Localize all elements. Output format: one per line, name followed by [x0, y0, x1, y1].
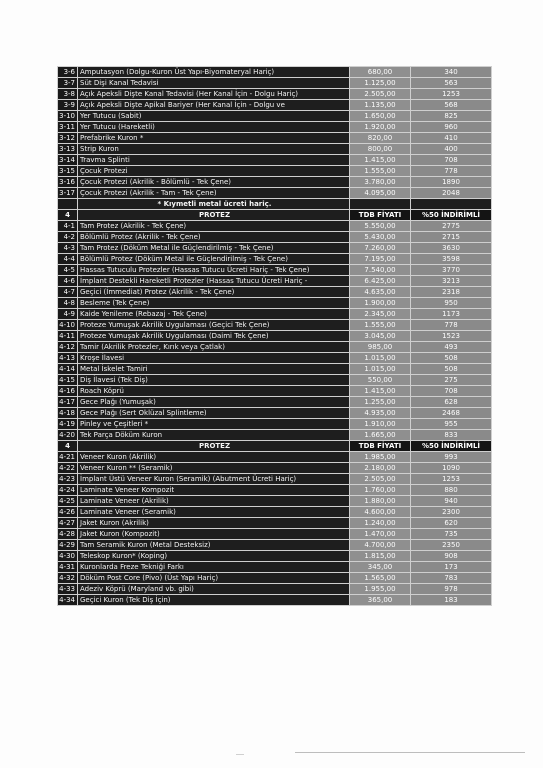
code-cell: 4-30 — [58, 551, 78, 562]
price-cell: 7.260,00 — [350, 243, 411, 254]
table-row — [58, 573, 492, 584]
price-cell: 3.780,00 — [350, 177, 411, 188]
price-cell: 1.125,00 — [350, 78, 411, 89]
discount-cell: 183 — [411, 595, 492, 606]
description-cell: Tam Seramik Kuron (Metal Desteksiz) — [78, 540, 350, 551]
discount-cell: 778 — [411, 166, 492, 177]
description-cell: Çocuk Protezi (Akrilik - Bölümlü - Tek Çene) — [78, 177, 350, 188]
discount-cell: 410 — [411, 133, 492, 144]
description-cell: Besleme (Tek Çene) — [78, 298, 350, 309]
table-row — [58, 67, 492, 78]
code-cell: 4-21 — [58, 452, 78, 463]
code-cell: 4-14 — [58, 364, 78, 375]
discount-cell: 1253 — [411, 474, 492, 485]
price-cell: 1.565,00 — [350, 573, 411, 584]
code-cell: 4-8 — [58, 298, 78, 309]
description-cell: Teleskop Kuron* (Koping) — [78, 551, 350, 562]
description-cell: Laminate Veneer (Seramik) — [78, 507, 350, 518]
code-cell: 3-12 — [58, 133, 78, 144]
description-cell: İmplant Üstü Veneer Kuron (Seramik) (Abutment Ücreti Hariç) — [78, 474, 350, 485]
description-cell: Laminate Veneer Kompozit — [78, 485, 350, 496]
table-row — [58, 298, 492, 309]
description-cell: Travma Splinti — [78, 155, 350, 166]
table-row — [58, 485, 492, 496]
price-cell: 1.900,00 — [350, 298, 411, 309]
price-cell: 1.955,00 — [350, 584, 411, 595]
discount-cell: 708 — [411, 155, 492, 166]
discount-cell: 993 — [411, 452, 492, 463]
code-cell: 4 — [58, 441, 78, 452]
price-cell: 3.045,00 — [350, 331, 411, 342]
description-cell: Veneer Kuron (Akrilik) — [78, 452, 350, 463]
table-row — [58, 122, 492, 133]
table-row — [58, 177, 492, 188]
discount-cell: 508 — [411, 353, 492, 364]
code-cell: 4-11 — [58, 331, 78, 342]
table-row — [58, 562, 492, 573]
description-cell: Pinley ve Çeşitleri * — [78, 419, 350, 430]
discount-cell: 3213 — [411, 276, 492, 287]
code-cell: 3-16 — [58, 177, 78, 188]
discount-cell: 3598 — [411, 254, 492, 265]
table-row — [58, 287, 492, 298]
table-row — [58, 276, 492, 287]
price-cell: 1.470,00 — [350, 529, 411, 540]
price-cell: 365,00 — [350, 595, 411, 606]
code-cell: 4-24 — [58, 485, 78, 496]
price-cell: 1.555,00 — [350, 320, 411, 331]
price-table — [57, 66, 492, 606]
discount-cell: 960 — [411, 122, 492, 133]
price-cell: 1.815,00 — [350, 551, 411, 562]
discount-cell: 825 — [411, 111, 492, 122]
code-cell — [58, 199, 78, 210]
section-header-row — [58, 210, 492, 221]
discount-cell: 2468 — [411, 408, 492, 419]
discount-cell: 2715 — [411, 232, 492, 243]
code-cell: 4 — [58, 210, 78, 221]
note-row — [58, 199, 492, 210]
discount-cell: 2775 — [411, 221, 492, 232]
description-cell: Strip Kuron — [78, 144, 350, 155]
table-row — [58, 254, 492, 265]
code-cell: 4-3 — [58, 243, 78, 254]
price-cell: 1.650,00 — [350, 111, 411, 122]
price-cell: TDB FİYATI — [350, 210, 411, 221]
description-cell: * Kıymetli metal ücreti hariç. — [78, 199, 350, 210]
description-cell: Metal İskelet Tamiri — [78, 364, 350, 375]
discount-cell: 1253 — [411, 89, 492, 100]
price-cell: 1.255,00 — [350, 397, 411, 408]
price-cell: 1.920,00 — [350, 122, 411, 133]
code-cell: 4-22 — [58, 463, 78, 474]
code-cell: 4-12 — [58, 342, 78, 353]
table-row — [58, 166, 492, 177]
table-row — [58, 507, 492, 518]
price-cell: 1.880,00 — [350, 496, 411, 507]
price-cell: 4.095,00 — [350, 188, 411, 199]
discount-cell: 1173 — [411, 309, 492, 320]
table-row — [58, 331, 492, 342]
price-cell: 4.700,00 — [350, 540, 411, 551]
footer-mark — [236, 754, 244, 755]
discount-cell: 783 — [411, 573, 492, 584]
discount-cell: 2318 — [411, 287, 492, 298]
price-cell: 1.665,00 — [350, 430, 411, 441]
code-cell: 4-33 — [58, 584, 78, 595]
description-cell: Tam Protez (Döküm Metal ile Güçlendirilmiş - Tek Çene) — [78, 243, 350, 254]
code-cell: 4-7 — [58, 287, 78, 298]
code-cell: 4-2 — [58, 232, 78, 243]
code-cell: 4-28 — [58, 529, 78, 540]
price-cell: 1.985,00 — [350, 452, 411, 463]
price-cell: 820,00 — [350, 133, 411, 144]
discount-cell: 568 — [411, 100, 492, 111]
description-cell: Geçici Kuron (Tek Diş İçin) — [78, 595, 350, 606]
discount-cell: 880 — [411, 485, 492, 496]
code-cell: 4-15 — [58, 375, 78, 386]
discount-cell: 735 — [411, 529, 492, 540]
price-cell: 6.425,00 — [350, 276, 411, 287]
table-row — [58, 452, 492, 463]
price-cell: 1.015,00 — [350, 353, 411, 364]
discount-cell: 3630 — [411, 243, 492, 254]
description-cell: Diş İlavesi (Tek Diş) — [78, 375, 350, 386]
discount-cell: 833 — [411, 430, 492, 441]
code-cell: 3-9 — [58, 100, 78, 111]
code-cell: 4-9 — [58, 309, 78, 320]
discount-cell: 275 — [411, 375, 492, 386]
description-cell: Çocuk Protezi (Akrilik - Tam - Tek Çene) — [78, 188, 350, 199]
table-row — [58, 364, 492, 375]
discount-cell: 1523 — [411, 331, 492, 342]
code-cell: 4-20 — [58, 430, 78, 441]
code-cell: 3-11 — [58, 122, 78, 133]
description-cell: Yer Tutucu (Sabit) — [78, 111, 350, 122]
price-cell: 5.550,00 — [350, 221, 411, 232]
description-cell: PROTEZ — [78, 441, 350, 452]
table-row — [58, 320, 492, 331]
discount-cell: %50 İNDİRİMLİ — [411, 210, 492, 221]
code-cell: 4-18 — [58, 408, 78, 419]
table-row — [58, 386, 492, 397]
price-cell: 1.760,00 — [350, 485, 411, 496]
price-cell: 2.180,00 — [350, 463, 411, 474]
code-cell: 4-13 — [58, 353, 78, 364]
table-row — [58, 265, 492, 276]
table-row — [58, 78, 492, 89]
table-row — [58, 89, 492, 100]
price-cell: 1.240,00 — [350, 518, 411, 529]
description-cell: Açık Apeksli Dişte Apikal Bariyer (Her Kanal İçin - Dolgu ve — [78, 100, 350, 111]
price-cell: 2.505,00 — [350, 89, 411, 100]
code-cell: 4-19 — [58, 419, 78, 430]
price-cell: 1.135,00 — [350, 100, 411, 111]
discount-cell: 628 — [411, 397, 492, 408]
table-row — [58, 430, 492, 441]
price-cell: 2.345,00 — [350, 309, 411, 320]
code-cell: 3-17 — [58, 188, 78, 199]
description-cell: Jaket Kuron (Akrilik) — [78, 518, 350, 529]
table-row — [58, 221, 492, 232]
price-cell: 7.540,00 — [350, 265, 411, 276]
description-cell: Kroşe İlavesi — [78, 353, 350, 364]
description-cell: Prefabrike Kuron * — [78, 133, 350, 144]
discount-cell: 955 — [411, 419, 492, 430]
description-cell: Tek Parça Döküm Kuron — [78, 430, 350, 441]
description-cell: Çocuk Protezi — [78, 166, 350, 177]
discount-cell: 2300 — [411, 507, 492, 518]
description-cell: Geçici (İmmediat) Protez (Akrilik - Tek Çene) — [78, 287, 350, 298]
description-cell: Amputasyon (Dolgu-Kuron Üst Yapı-Biyomateryal Hariç) — [78, 67, 350, 78]
discount-cell: 2350 — [411, 540, 492, 551]
price-cell: 1.415,00 — [350, 155, 411, 166]
price-cell: 4.935,00 — [350, 408, 411, 419]
description-cell: Kaide Yenileme (Rebazaj - Tek Çene) — [78, 309, 350, 320]
table-row — [58, 188, 492, 199]
table-row — [58, 419, 492, 430]
code-cell: 3-13 — [58, 144, 78, 155]
discount-cell — [411, 199, 492, 210]
price-cell: 550,00 — [350, 375, 411, 386]
table-row — [58, 342, 492, 353]
discount-cell: 340 — [411, 67, 492, 78]
description-cell: Adeziv Köprü (Maryland vb. gibi) — [78, 584, 350, 595]
price-cell: 4.635,00 — [350, 287, 411, 298]
code-cell: 3-14 — [58, 155, 78, 166]
code-cell: 3-6 — [58, 67, 78, 78]
description-cell: Gece Plağı (Sert Oklüzal Splintleme) — [78, 408, 350, 419]
description-cell: Döküm Post Core (Pivo) (Üst Yapı Hariç) — [78, 573, 350, 584]
code-cell: 4-27 — [58, 518, 78, 529]
code-cell: 4-17 — [58, 397, 78, 408]
description-cell: Gece Plağı (Yumuşak) — [78, 397, 350, 408]
discount-cell: 563 — [411, 78, 492, 89]
code-cell: 4-29 — [58, 540, 78, 551]
price-cell: 1.415,00 — [350, 386, 411, 397]
description-cell: Kuronlarda Freze Tekniği Farkı — [78, 562, 350, 573]
table-row — [58, 529, 492, 540]
description-cell: Hassas Tutuculu Protezler (Hassas Tutucu Ücreti Hariç - Tek Çene) — [78, 265, 350, 276]
code-cell: 3-7 — [58, 78, 78, 89]
discount-cell: 620 — [411, 518, 492, 529]
discount-cell: 778 — [411, 320, 492, 331]
table-row — [58, 111, 492, 122]
discount-cell: 508 — [411, 364, 492, 375]
table-row — [58, 551, 492, 562]
price-cell: 1.910,00 — [350, 419, 411, 430]
table-row — [58, 100, 492, 111]
discount-cell: %50 İNDİRİMLİ — [411, 441, 492, 452]
description-cell: Proteze Yumuşak Akrilik Uygulaması (Daimi Tek Çene) — [78, 331, 350, 342]
table-row — [58, 540, 492, 551]
description-cell: Yer Tutucu (Hareketli) — [78, 122, 350, 133]
table-row — [58, 353, 492, 364]
table-row — [58, 474, 492, 485]
price-list-sheet — [57, 66, 489, 606]
table-row — [58, 232, 492, 243]
description-cell: Tam Protez (Akrilik - Tek Çene) — [78, 221, 350, 232]
discount-cell: 978 — [411, 584, 492, 595]
price-cell: 1.015,00 — [350, 364, 411, 375]
table-row — [58, 397, 492, 408]
price-cell: 5.430,00 — [350, 232, 411, 243]
description-cell: PROTEZ — [78, 210, 350, 221]
table-row — [58, 518, 492, 529]
price-cell: 680,00 — [350, 67, 411, 78]
price-cell: 345,00 — [350, 562, 411, 573]
code-cell: 4-25 — [58, 496, 78, 507]
code-cell: 4-1 — [58, 221, 78, 232]
table-row — [58, 243, 492, 254]
discount-cell: 3770 — [411, 265, 492, 276]
section-header-row — [58, 441, 492, 452]
code-cell: 4-31 — [58, 562, 78, 573]
code-cell: 4-5 — [58, 265, 78, 276]
discount-cell: 493 — [411, 342, 492, 353]
code-cell: 3-10 — [58, 111, 78, 122]
price-cell: 1.555,00 — [350, 166, 411, 177]
table-row — [58, 463, 492, 474]
price-cell: 2.505,00 — [350, 474, 411, 485]
code-cell: 4-26 — [58, 507, 78, 518]
description-cell: Süt Dişi Kanal Tedavisi — [78, 78, 350, 89]
price-cell: 4.600,00 — [350, 507, 411, 518]
discount-cell: 1090 — [411, 463, 492, 474]
table-row — [58, 595, 492, 606]
discount-cell: 1890 — [411, 177, 492, 188]
code-cell: 4-34 — [58, 595, 78, 606]
discount-cell: 950 — [411, 298, 492, 309]
discount-cell: 708 — [411, 386, 492, 397]
code-cell: 4-16 — [58, 386, 78, 397]
description-cell: Veneer Kuron ** (Seramik) — [78, 463, 350, 474]
table-row — [58, 155, 492, 166]
discount-cell: 2048 — [411, 188, 492, 199]
code-cell: 3-8 — [58, 89, 78, 100]
description-cell: Açık Apeksli Dişte Kanal Tedavisi (Her Kanal İçin - Dolgu Hariç) — [78, 89, 350, 100]
description-cell: Proteze Yumuşak Akrilik Uygulaması (Geçici Tek Çene) — [78, 320, 350, 331]
description-cell: Jaket Kuron (Kompozit) — [78, 529, 350, 540]
description-cell: Tamir (Akrilik Protezler, Kırık veya Çatlak) — [78, 342, 350, 353]
discount-cell: 400 — [411, 144, 492, 155]
discount-cell: 173 — [411, 562, 492, 573]
table-row — [58, 309, 492, 320]
description-cell: Laminate Veneer (Akrilik) — [78, 496, 350, 507]
code-cell: 4-23 — [58, 474, 78, 485]
code-cell: 4-10 — [58, 320, 78, 331]
code-cell: 4-6 — [58, 276, 78, 287]
footer-rule — [295, 752, 525, 753]
table-row — [58, 133, 492, 144]
table-row — [58, 144, 492, 155]
discount-cell: 940 — [411, 496, 492, 507]
price-cell: TDB FİYATI — [350, 441, 411, 452]
table-row — [58, 408, 492, 419]
price-cell — [350, 199, 411, 210]
table-row — [58, 496, 492, 507]
code-cell: 4-4 — [58, 254, 78, 265]
description-cell: İmplant Destekli Hareketli Protezler (Hassas Tutucu Ücreti Hariç - — [78, 276, 350, 287]
price-cell: 800,00 — [350, 144, 411, 155]
code-cell: 4-32 — [58, 573, 78, 584]
discount-cell: 908 — [411, 551, 492, 562]
description-cell: Bölümlü Protez (Akrilik - Tek Çene) — [78, 232, 350, 243]
table-row — [58, 375, 492, 386]
description-cell: Roach Köprü — [78, 386, 350, 397]
price-cell: 7.195,00 — [350, 254, 411, 265]
price-cell: 985,00 — [350, 342, 411, 353]
code-cell: 3-15 — [58, 166, 78, 177]
table-row — [58, 584, 492, 595]
price-table-body — [58, 67, 492, 606]
description-cell: Bölümlü Protez (Döküm Metal ile Güçlendirilmiş - Tek Çene) — [78, 254, 350, 265]
